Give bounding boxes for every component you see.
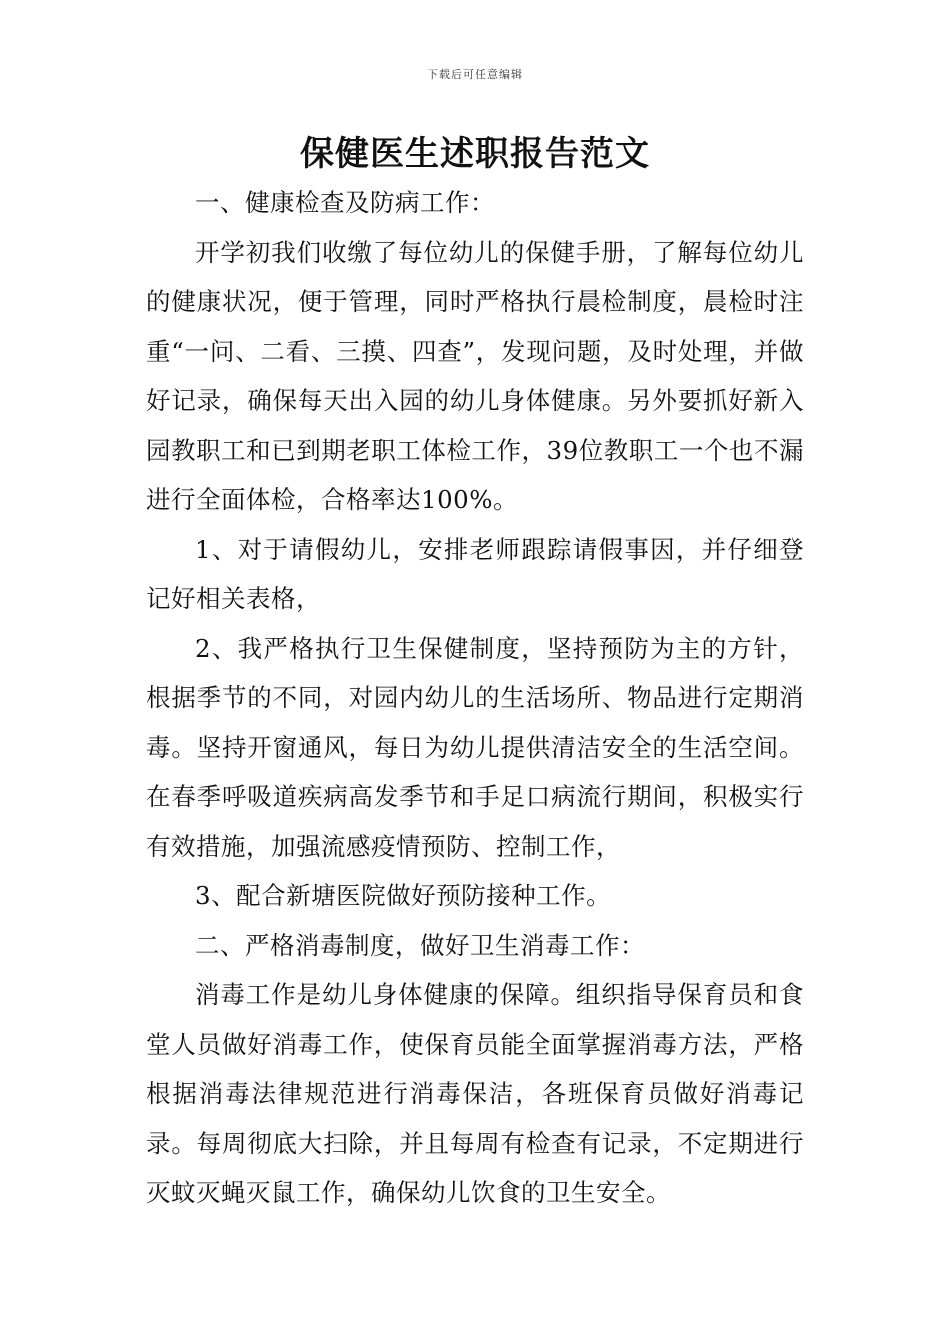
list-item-3: 3、配合新塘医院做好预防接种工作。	[195, 881, 612, 910]
header-note: 下载后可任意编辑	[427, 68, 523, 81]
paragraph-health-check: 开学初我们收缴了每位幼儿的保健手册，了解每位幼儿的健康状况，便于管理，同时严格执行晨检制度，晨检时注重“一问、二看、三摸、四查”，发现问题，及时处理，并做好记录，确保每天出入园的幼儿身体健康。另外要抓好新入园教职工和已到期老职工体检工作，39位教职工一个也不漏进行全面体检，合格率达100%。	[146, 237, 804, 514]
list-item-1: 1、对于请假幼儿，安排老师跟踪请假事因，并仔细登记好相关表格，	[146, 534, 804, 613]
document-body	[146, 178, 804, 1218]
paragraph-disinfection: 消毒工作是幼儿身体健康的保障。组织指导保育员和食堂人员做好消毒工作，使保育员能全面掌握消毒方法，严格根据消毒法律规范进行消毒保洁，各班保育员做好消毒记录。每周彻底大扫除，并且每周有检查有记录，不定期进行灭蚊灭蝇灭鼠工作，确保幼儿饮食的卫生安全。	[146, 980, 804, 1207]
list-item-2: 2、我严格执行卫生保健制度，坚持预防为主的方针，根据季节的不同，对园内幼儿的生活场所、物品进行定期消毒。坚持开窗通风，每日为幼儿提供清洁安全的生活空间。在春季呼吸道疾病高发季节和手足口病流行期间，积极实行有效措施，加强流感疫情预防、控制工作，	[146, 633, 804, 861]
document-title: 保健医生述职报告范文	[300, 134, 650, 174]
section-heading-2: 二、严格消毒制度，做好卫生消毒工作：	[195, 930, 645, 960]
section-heading-1: 一、健康检查及防病工作：	[195, 188, 495, 217]
